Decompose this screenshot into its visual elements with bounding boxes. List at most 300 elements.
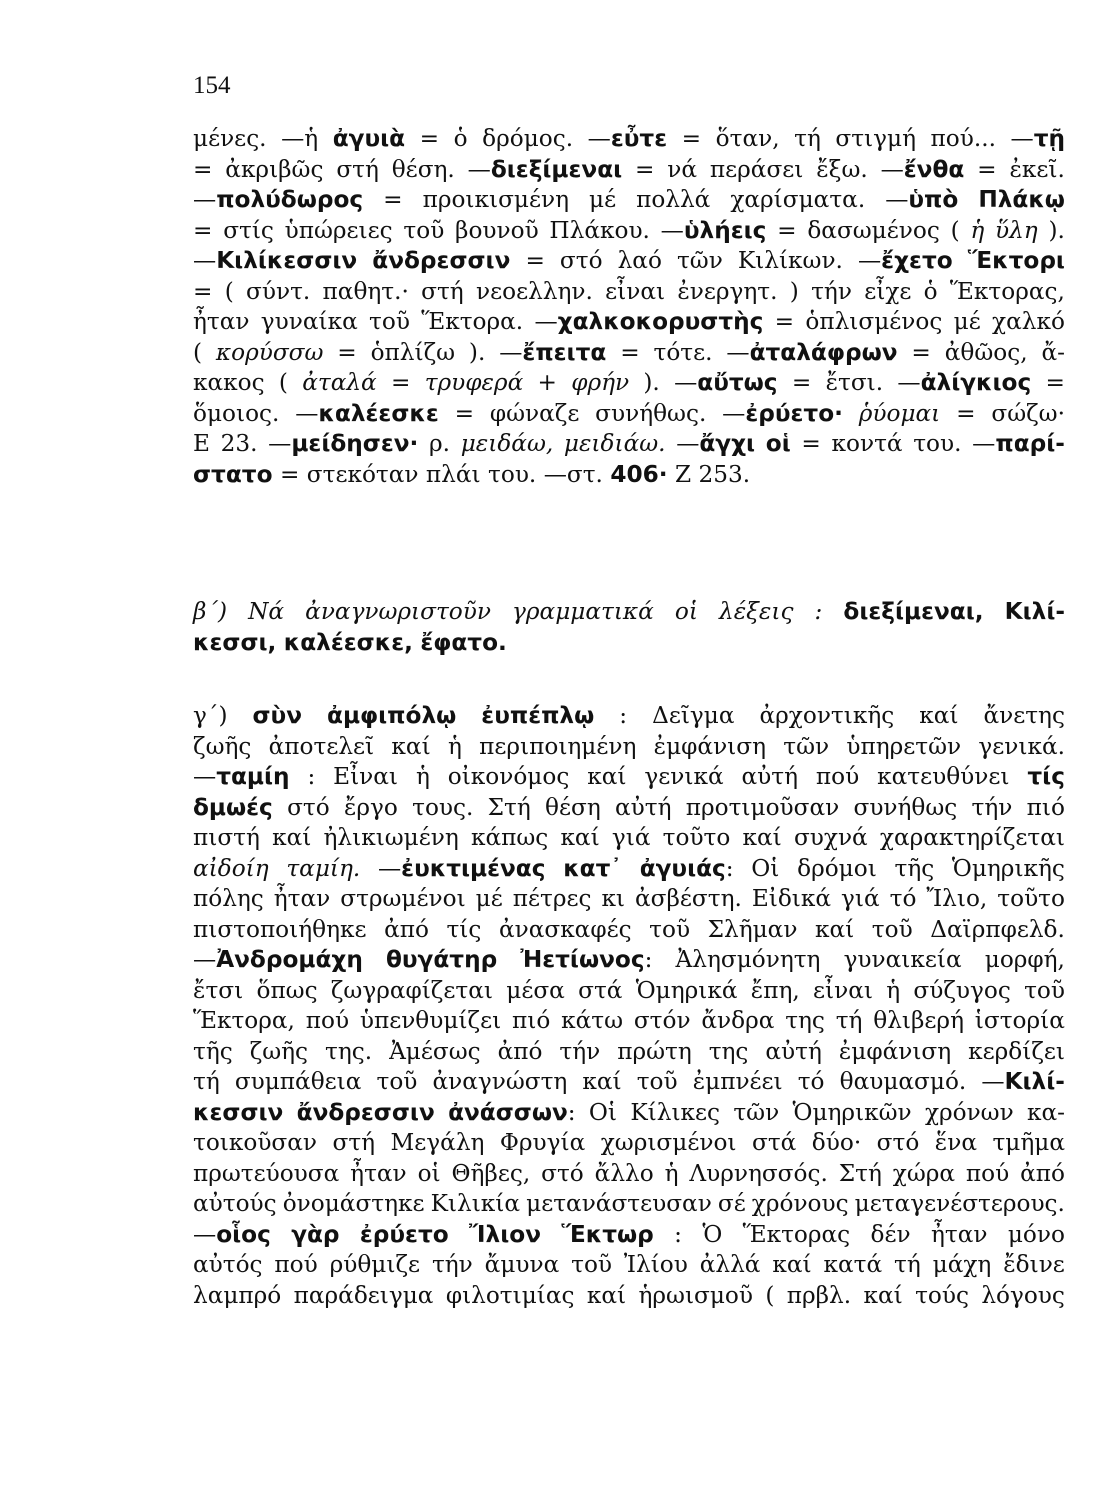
- text-line: [193, 762, 1065, 793]
- word: κι: [601, 885, 626, 912]
- text-line: [193, 1250, 1065, 1281]
- text-line: [193, 701, 1065, 732]
- word: οἱ: [417, 1159, 441, 1187]
- word: πιστή: [193, 824, 260, 851]
- word: ἄνδρα: [701, 1007, 775, 1034]
- text-line: [193, 277, 1065, 308]
- word: =: [635, 155, 655, 183]
- word: χαρακτηρίζεται: [879, 824, 1065, 851]
- text-line: [193, 429, 1065, 460]
- word: ἄλλο: [594, 1159, 654, 1187]
- word: διεξίμεναι,: [843, 598, 984, 625]
- word: —εὖτε: [587, 125, 668, 152]
- word: στό: [541, 1159, 584, 1187]
- word: ἀπό: [1020, 1159, 1065, 1187]
- text-line: [193, 1037, 1065, 1068]
- word: ἦταν: [350, 1159, 407, 1187]
- word: ὕλη: [995, 216, 1038, 244]
- word: —ὑλήεις: [660, 216, 767, 244]
- word: ὑπηρετῶν: [846, 732, 962, 760]
- word: τή: [835, 1007, 863, 1034]
- word: —ἔπειτα: [499, 338, 607, 366]
- text-line: [193, 1281, 1065, 1312]
- text-line: [193, 338, 1065, 369]
- word: κεσσι,: [193, 628, 277, 656]
- word: πού: [274, 1251, 318, 1278]
- word: —χαλκοκορυστὴς: [534, 308, 764, 335]
- word: :: [307, 763, 316, 790]
- text-line: [193, 854, 1065, 885]
- text-line: [193, 597, 1065, 628]
- word: δρόμος.: [482, 125, 574, 152]
- word: καί: [814, 915, 855, 943]
- text-line: [193, 732, 1065, 763]
- word: :: [814, 598, 823, 625]
- text-line: [193, 945, 1065, 976]
- word: πρβλ.: [786, 1281, 852, 1309]
- word: γυναίκα: [260, 308, 358, 335]
- text-line: [193, 1159, 1065, 1190]
- word: τοῦ: [369, 308, 410, 335]
- word: 406·: [610, 460, 668, 488]
- word: γυναικεία: [843, 946, 962, 973]
- word: κατά: [823, 1251, 883, 1278]
- word: τούς: [915, 1281, 969, 1309]
- word: —ἀταλάφρων: [726, 338, 898, 366]
- word: =: [801, 430, 821, 457]
- page-number: 154: [193, 72, 231, 99]
- text-line: [193, 1006, 1065, 1037]
- word: του.: [488, 460, 537, 488]
- word: δύο·: [811, 1129, 862, 1156]
- word: θαυμασμό.: [839, 1068, 967, 1095]
- word: =: [525, 247, 545, 274]
- word: στά: [578, 976, 623, 1004]
- text-line: [193, 884, 1065, 915]
- word: Ὁμηρικῶν: [792, 1098, 912, 1126]
- word: ὅπως: [256, 976, 318, 1004]
- word: ἐμφάνιση: [653, 732, 766, 760]
- word: λαμπρό: [193, 1281, 282, 1309]
- word: αὐτός: [193, 1251, 263, 1278]
- word: στεκόταν: [306, 460, 419, 488]
- word: ἄνδρεσσιν: [372, 247, 511, 274]
- word: ἔτσι.: [825, 369, 884, 396]
- word: Κιλίκων.: [737, 247, 843, 274]
- word: μετανάστευσαν: [526, 1190, 712, 1217]
- word: κάπως: [470, 824, 549, 851]
- word: αὐτή: [615, 793, 672, 821]
- word: στή: [332, 1129, 376, 1156]
- word: πού: [815, 763, 860, 790]
- word: =: [193, 277, 213, 305]
- word: στίς: [223, 216, 274, 244]
- word: —καλέεσκε: [295, 399, 439, 427]
- word: χρόνων: [924, 1098, 1014, 1126]
- word: Εἶναι: [333, 763, 399, 790]
- word: :: [619, 702, 628, 729]
- word: ἡ: [447, 732, 462, 760]
- word: χώρα: [892, 1159, 956, 1187]
- word: νά: [667, 155, 698, 183]
- word: κα-: [1027, 1098, 1065, 1126]
- word: ἠλικιωμένη: [323, 824, 459, 851]
- word: ρ.: [429, 430, 451, 457]
- word: τίς: [1027, 763, 1065, 790]
- word: τῶν: [783, 732, 830, 760]
- word: καί: [587, 763, 627, 790]
- word: πού: [965, 1159, 1010, 1187]
- word: μέ: [589, 186, 617, 213]
- word: γραμματικά: [512, 598, 654, 625]
- word: —στ.: [543, 460, 603, 488]
- word: Ζ: [675, 460, 692, 488]
- word: χαρίσματα.: [730, 186, 866, 213]
- word: ἔδινε: [1003, 1251, 1065, 1278]
- word: οἱ: [765, 430, 791, 457]
- word: ἀνάσσων:: [448, 1098, 576, 1126]
- word: μέ: [953, 308, 981, 335]
- word: =: [419, 125, 440, 152]
- word: ἀποτελεῖ: [268, 732, 375, 760]
- word: τίς: [446, 915, 482, 943]
- word: Φρυγία: [499, 1129, 586, 1156]
- word: του.: [913, 430, 962, 457]
- word: συνήθως: [853, 793, 958, 821]
- word: καί: [391, 732, 431, 760]
- word: στό: [876, 1129, 920, 1156]
- word: ἡ: [886, 976, 901, 1004]
- word: ἀμφιπόλῳ: [327, 702, 457, 729]
- word: κακος: [193, 369, 265, 396]
- word: =: [911, 338, 931, 366]
- word: ἐμφάνιση: [838, 1037, 952, 1065]
- text-line: [193, 976, 1065, 1007]
- word: μένες.: [193, 125, 267, 152]
- word: ὁ: [453, 125, 468, 152]
- word: =: [193, 216, 213, 244]
- word: γ΄): [193, 702, 228, 729]
- word: =: [337, 338, 357, 366]
- word: =: [956, 399, 976, 427]
- word: τότε.: [653, 338, 713, 366]
- word: στή: [336, 155, 379, 183]
- word: ὁπλισμένος: [805, 308, 943, 335]
- word: προτιμοῦσαν: [685, 793, 840, 821]
- word: (: [278, 369, 288, 396]
- word: ἀπό: [384, 915, 429, 943]
- word: =: [791, 369, 812, 396]
- word: σέ: [717, 1190, 746, 1217]
- word: Ἀλησμόνητη: [675, 946, 821, 973]
- word: ἔφατο.: [420, 628, 507, 656]
- word: ὁπλίζω: [370, 338, 456, 366]
- word: κορύσσω: [215, 338, 324, 366]
- word: ἐκεῖ.: [1009, 155, 1065, 183]
- word: εἶναι: [605, 277, 666, 305]
- word: Οἱ: [588, 1098, 618, 1126]
- word: δέν: [870, 1220, 911, 1248]
- word: καί: [772, 1251, 812, 1278]
- word: ἐνεργητ.: [677, 277, 778, 305]
- word: (: [193, 338, 203, 366]
- word: Ἕκτορα.: [421, 308, 524, 335]
- word: Μεγάλη: [390, 1129, 485, 1156]
- text-line: [193, 1098, 1065, 1129]
- word: της: [785, 1007, 825, 1034]
- word: της: [708, 1037, 749, 1065]
- word: Θῆβες,: [451, 1159, 531, 1187]
- word: αὐτή: [765, 1037, 822, 1065]
- word: τή: [794, 125, 821, 152]
- word: πρωτεύουσα: [193, 1159, 340, 1187]
- word: περάσει: [709, 155, 804, 183]
- word: ἄνετης: [983, 702, 1065, 729]
- word: Δεῖγμα: [652, 702, 735, 729]
- word: καί: [272, 824, 312, 851]
- word: καί: [560, 824, 600, 851]
- word: τῶν: [733, 1098, 780, 1126]
- word: ῥύομαι: [858, 399, 941, 427]
- word: Οἱ: [751, 854, 780, 882]
- word: ).: [643, 369, 660, 396]
- word: πέτρες: [512, 885, 592, 912]
- word: φρήν: [571, 369, 630, 396]
- word: λόγους: [981, 1281, 1065, 1309]
- word: =: [279, 460, 300, 488]
- word: ἀθῶος,: [944, 338, 1028, 366]
- word: (: [950, 216, 960, 244]
- word: ἀταλά: [302, 369, 377, 396]
- text-line: [193, 399, 1065, 430]
- word: περιποιημένη: [479, 732, 637, 760]
- word: ἀλλά: [699, 1251, 761, 1278]
- word: Ἰλίου: [623, 1251, 688, 1278]
- word: προικισμένη: [422, 186, 569, 213]
- word: θυγάτηρ: [385, 946, 498, 973]
- text-line: [193, 823, 1065, 854]
- word: =: [390, 369, 411, 396]
- word: δμωές: [193, 793, 273, 821]
- word: λέξεις: [719, 598, 794, 625]
- word: φιλοτιμίας: [445, 1281, 575, 1309]
- word: —ἐρύετο·: [722, 399, 843, 427]
- word: Ἕκτορας,: [949, 277, 1065, 305]
- word: αὐτούς: [193, 1190, 277, 1217]
- word: πιό: [1026, 793, 1065, 821]
- word: ).: [1048, 216, 1065, 244]
- word: (: [224, 277, 234, 305]
- word: γὰρ: [291, 1220, 340, 1248]
- word: Ἕκτορα,: [193, 1007, 295, 1034]
- word: ὁ: [923, 277, 938, 305]
- text-line: [193, 185, 1065, 216]
- word: ζωῆς: [193, 732, 252, 760]
- word: ἀνασκαφές: [498, 915, 632, 943]
- word: ζωῆς: [249, 1037, 309, 1065]
- word: εἶναι: [813, 976, 873, 1004]
- word: =: [777, 216, 797, 244]
- word: βουνοῦ: [455, 216, 539, 244]
- text-line: [193, 1189, 1065, 1220]
- word: =: [454, 399, 475, 427]
- word: κατ᾽: [563, 854, 622, 882]
- word: ὑπώρειες: [284, 216, 393, 244]
- word: μεταγενέστερους.: [854, 1190, 1065, 1217]
- word: ἦταν: [273, 885, 331, 912]
- word: τό: [797, 1068, 825, 1095]
- text-line: [193, 628, 1065, 659]
- word: πολλά: [636, 186, 711, 213]
- word: ταμίη.: [286, 854, 361, 882]
- word: :: [674, 1220, 682, 1248]
- word: —παρί-: [972, 430, 1065, 457]
- word: γιά: [611, 824, 651, 851]
- word: —ἀλίγκιος: [897, 369, 1032, 396]
- word: γενικά.: [978, 732, 1065, 760]
- word: ἕνα: [934, 1129, 977, 1156]
- word: στόν: [633, 1007, 691, 1034]
- word: Ὁμηρικά: [635, 976, 738, 1004]
- text-line: [193, 1220, 1065, 1251]
- word: —Κιλί-: [981, 1068, 1065, 1095]
- word: ἄμυνα: [484, 1251, 560, 1278]
- word: τό: [889, 885, 917, 912]
- word: ἔτσι: [193, 976, 244, 1004]
- text-line: [193, 793, 1065, 824]
- word: ἡρωισμοῦ: [638, 1281, 753, 1309]
- word: =: [620, 338, 640, 366]
- word: τῆς: [193, 1037, 233, 1065]
- word: τήν: [811, 277, 852, 305]
- word: τοῦ: [649, 915, 691, 943]
- word: κάτω: [561, 1007, 624, 1034]
- word: (: [765, 1281, 775, 1309]
- word: β΄): [193, 598, 228, 625]
- word: μορφή,: [984, 946, 1065, 973]
- word: μόνο: [1007, 1220, 1065, 1248]
- word: σύντ.: [246, 277, 311, 305]
- word: μέσα: [506, 976, 565, 1004]
- word: ).: [468, 338, 486, 366]
- word: ἔργο: [343, 793, 398, 821]
- word: —αὔτως: [674, 369, 778, 396]
- word: —Κιλίκεσσιν: [193, 247, 358, 274]
- word: Ἕκτορας: [742, 1220, 851, 1248]
- word: πόλης: [193, 885, 264, 912]
- word: ἔπη,: [750, 976, 800, 1004]
- word: πιστοποιήθηκε: [193, 915, 367, 943]
- word: οἱ: [674, 598, 698, 625]
- word: στά: [751, 1129, 797, 1156]
- word: Ἕκτωρ: [561, 1220, 654, 1248]
- word: αἰδοίη: [193, 854, 269, 882]
- word: ): [789, 277, 799, 305]
- word: —μείδησεν·: [268, 430, 419, 457]
- word: τοικοῦσαν: [193, 1129, 318, 1156]
- word: τοῦτο: [662, 824, 731, 851]
- word: +: [537, 369, 557, 396]
- word: συμπάθεια: [234, 1068, 362, 1095]
- word: νεοελλην.: [476, 277, 593, 305]
- word: στό: [559, 247, 603, 274]
- word: Ὁμηρικῆς: [951, 854, 1065, 882]
- word: δασωμένος: [807, 216, 940, 244]
- word: εἶχε: [864, 277, 912, 305]
- word: τή: [193, 1068, 220, 1095]
- word: ὅταν,: [715, 125, 780, 152]
- word: κατευθύνει: [877, 763, 1010, 790]
- word: Ἕκτορι: [967, 247, 1065, 274]
- text-line: [193, 915, 1065, 946]
- word: ἡ: [415, 763, 430, 790]
- word: καί: [863, 1281, 903, 1309]
- word: τοῦ: [636, 1068, 678, 1095]
- text-line: [193, 1128, 1065, 1159]
- word: μειδιάω.: [563, 430, 666, 457]
- word: λαό: [617, 247, 662, 274]
- word: ἀρχοντικῆς: [759, 702, 895, 729]
- word: —ἔνθα: [880, 155, 965, 183]
- word: ζωγραφίζεται: [330, 976, 493, 1004]
- word: —ὑπὸ: [885, 186, 959, 213]
- word: =: [1045, 369, 1065, 396]
- word: Σλῆμαν: [707, 915, 798, 943]
- word: τοῦ: [403, 216, 445, 244]
- word: Πλάκου.: [549, 216, 650, 244]
- word: θλιβερή: [873, 1007, 964, 1034]
- word: ἀσβέστη.: [635, 885, 742, 912]
- word: πιό: [512, 1007, 551, 1034]
- word: —διεξίμεναι: [467, 155, 623, 183]
- word: κεσσιν: [193, 1098, 284, 1126]
- word: ἱστορία: [974, 1007, 1065, 1034]
- word: τή: [894, 1251, 921, 1278]
- word: ἀγυιὰ: [332, 125, 406, 152]
- text-line: [193, 216, 1065, 247]
- word: Πλάκῳ: [978, 186, 1065, 213]
- word: =: [977, 155, 997, 183]
- word: οἰκονόμος: [447, 763, 570, 790]
- word: στή: [421, 277, 464, 305]
- word: Εἰδικά: [751, 885, 832, 912]
- word: ἡ: [664, 1159, 679, 1187]
- word: ὑπενθυμίζει: [359, 1007, 502, 1034]
- word: ἀκριβῶς: [225, 155, 324, 183]
- word: της.: [325, 1037, 373, 1065]
- para-glossary: [193, 124, 1065, 490]
- word: —ἔχετο: [857, 247, 953, 274]
- word: ἄ-: [1041, 338, 1065, 366]
- word: μειδάω,: [460, 430, 554, 457]
- word: ἐρύετο: [359, 1220, 449, 1248]
- word: Ε: [193, 430, 210, 457]
- word: ἔξω.: [816, 155, 868, 183]
- word: Δαϊρπφελδ.: [930, 915, 1065, 943]
- word: τήν: [431, 1251, 473, 1278]
- text-line: [193, 1067, 1065, 1098]
- text-line: [193, 307, 1065, 338]
- word: —ἐυκτιμένας: [377, 854, 546, 882]
- word: 23.: [220, 430, 258, 457]
- text-line: [193, 368, 1065, 399]
- word: παράδειγμα: [293, 1281, 434, 1309]
- word: σὺν: [252, 702, 303, 729]
- word: ἐμπνέει: [692, 1068, 783, 1095]
- word: τοῦτο: [997, 885, 1065, 912]
- word: σώζω·: [991, 399, 1065, 427]
- word: =: [193, 155, 213, 183]
